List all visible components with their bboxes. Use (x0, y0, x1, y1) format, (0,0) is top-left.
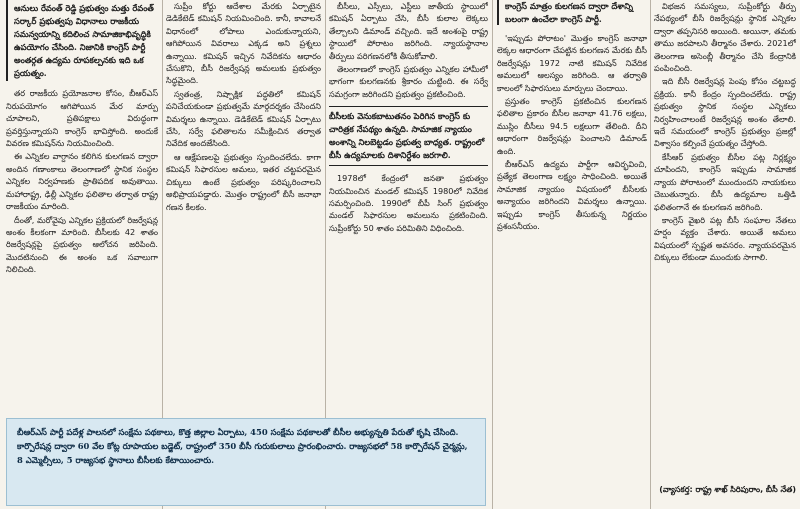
column-5 (654, 0, 796, 481)
column-4-paragraph: బీఆర్ఎస్ ఉద్యమ పార్టీగా ఆవిర్భవించి, ప్రత్యేక తెలంగాణ లక్ష్యం సాధించింది. అయితే సామాజిక న్యాయం విషయంలో బీసీలకు అన్యాయం జరిగిందని విమర్శలు ఉన్నాయి. ఇప్పుడు కాంగ్రెస్ తీసుకున్న నిర్ణయం ప్రశంసనీయం. (497, 159, 647, 232)
highlight-note-text: బీఆర్ఎస్ పార్టీ పదేళ్ల పాలనలో సంక్షేమ పథకాలు, కొత్త జిల్లాల ఏర్పాటు, 450 సంక్షేమ పథకాలతో బీసీల అభ్యున్నతి పేరుతో కృషి చేసింది. కార్పొరేషన్ల ద్వారా 60 వేల కోట్ల రూపాయల బడ్జెట్, రాష్ట్రంలో 350 బీసీ గురుకులాలు ప్రారంభించారు. రాజ్యసభలో 58 కార్పొరేషన్ చైర్మన్లు, 8 ఎమ్మెల్సీలు, 5 రాజ్యసభ స్థానాలు బీసీలకు కేటాయించారు. (17, 427, 468, 465)
column-1-paragraph: దీంతో, మరోవైపు ఎన్నికల ప్రక్రియలో రిజర్వేషన్ల అంశం కీలకంగా మారింది. బీసీలకు 42 శాతం రిజర్వేషన్లపై ప్రభుత్వం ఆలోచన జరిపింది. మొదటినుంచి ఈ అంశం ఒక సవాలుగా నిలిచింది. (6, 214, 158, 275)
column-1-paragraph: ఈ ఎన్నికల వాగ్దానం కలిగిన కులగణన ద్వారా అందిన గణాంకాలు తెలంగాణలో స్థానిక సంస్థల ఎన్నికల నిర్వహణకు ప్రాతిపదిక అవుతాయి. మహారాష్ట్ర, ఢిల్లీ ఎన్నికల ఫలితాల తర్వాత రాష్ట్ర రాజకీయం మారింది. (6, 151, 158, 212)
column-4-top-quote: కాంగ్రెస్ మాత్రం కులగణన ద్వారా దేశాన్ని బలంగా ఉంచేలా కాంగ్రెస్ పార్టీ. (497, 0, 653, 25)
column-4-paragraph: ప్రస్తుతం కాంగ్రెస్ ప్రకటించిన కులగణన ఫలితాల ప్రకారం బీసీల జనాభా 41.76 లక్షలు, ముస్లిం బీసీలు 94.5 లక్షలుగా తేలింది. దీని ఆధారంగా రిజర్వేషన్లు పెంచాలని డిమాండ్ ఉంది. (497, 96, 647, 156)
column-divider (492, 0, 493, 509)
column-5-paragraph: కేసీఆర్ ప్రభుత్వం బీసీల పట్ల నిర్లక్ష్యం చూపిందని, కాంగ్రెస్ ఇప్పుడు సామాజిక న్యాయ పోరాటంలో ముందుందని నాయకులు చెబుతున్నారు. బీసీ ఉద్యమాల ఒత్తిడి ఫలితంగానే ఈ కులగణన జరిగింది. (654, 151, 796, 212)
column-divider (650, 0, 651, 509)
pull-quote: బీసీలకు వెనుకబాటుతనం పెరిగిన కాంగ్రెస్ కు చారిత్రక నేపథ్యం ఉన్నది. సామాజిక న్యాయం అంశాన్ని నిలబెట్టడం ప్రభుత్వ బాధ్యత. రాష్ట్రంలో బీసీ ఉద్యమాలకు దిశానిర్దేశం జరగాలి. (329, 106, 488, 166)
column-5-paragraph: ఇది బీసీ రిజర్వేషన్ల పెంపు కోసం చట్టబద్ధ ప్రక్రియ. కానీ కేంద్రం స్పందించలేదు. రాష్ట్ర ప్రభుత్వం స్థానిక సంస్థల ఎన్నికలు నిర్వహించాలంటే రిజర్వేషన్ల అంశం తేలాలి. ఇదే సమయంలో కాంగ్రెస్ ప్రభుత్వం ప్రజల్లో విశ్వాసం కల్పించే ప్రయత్నం చేస్తోంది. (654, 76, 796, 149)
column-1-quote: ఆనులు రేవంత్ రెడ్డి ప్రభుత్వం మత్తు రేవంత్ సర్కార్ ప్రభుత్వపు విధానాలు రాజకీయ సమన్వయాన్ని కదిలించ సామాజికాభివృద్ధికి ఉపయోగం చేసింది. నిజానికి కాంగ్రెస్ పార్టీ అంతర్గత ఉద్యమ రూపకల్పనకు ఇది ఒక ప్రయత్నం. (6, 0, 158, 81)
column-3-paragraph: 1978లో కేంద్రంలో జనతా ప్రభుత్వం నియమించిన మండల్ కమిషన్ 1980లో నివేదిక సమర్పించింది. 1990లో బీపీ సింగ్ ప్రభుత్వం మండల్ సిఫారసుల అమలును ప్రకటించింది. సుప్రీంకోర్టు 50 శాతం పరిమితిని విధించింది. (329, 173, 488, 233)
column-4 (497, 32, 647, 509)
column-3-paragraph: బీసీలు, ఎస్సీలు, ఎస్టీలు జాతీయ స్థాయిలో కమిషన్ ఏర్పాటు చేసి, బీసీ కులాల లెక్కలు తేల్చాలని డిమాండ్ వచ్చింది. ఇదే అంశంపై రాష్ట్ర స్థాయిలో పోరాటం జరిగింది. న్యాయస్థానాల తీర్పులు పరిగణనలోకి తీసుకోవాలి. (329, 1, 488, 61)
highlight-note-box (6, 418, 486, 506)
column-2-paragraph: సుప్రీం కోర్టు ఆదేశాల మేరకు ఏర్పాటైన డెడికేటెడ్ కమిషన్ నియమించింది. కానీ, కావాలనే విధానంలో లోపాలు ఎందుకున్నాయని, ఆగిపోయిన వివరాలు ఎక్కడ అని ప్రశ్నలు ఉన్నాయి. కమిషన్ ఇచ్చిన నివేదికను ఆధారం చేసుకొని, బీసీ రిజర్వేషన్ల అమలుకు ప్రభుత్వం సిద్ధమైంది. (166, 1, 321, 86)
column-5-paragraph: విభజన సమస్యలు, సుప్రీంకోర్టు తీర్పు నేపథ్యంలో బీసీ రిజర్వేషన్లు స్థానిక ఎన్నికల ద్వారా తప్పనిసరి అయింది. అయినా, తమకు తాము జరపాలని తీర్మానం చేశారు. 2021లో తెలంగాణ అసెంబ్లీ తీర్మానం చేసి కేంద్రానికి పంపించింది. (654, 1, 796, 74)
column-1-paragraph: తర రాజకీయ ప్రయోజనాల కోసం, బీఆర్ఎస్ నిరుపయోగం ఆగిపోయిన మేర మార్పు చూపాలని, ప్రతిపక్షాలు విరుద్ధంగా ప్రవర్తిస్తున్నాయని కాంగ్రెస్ భావిస్తోంది. అందుకే వివరణ కమిషన్‌ను నియమించింది. (6, 88, 158, 149)
author-byline: (వ్యాసకర్త: రాష్ట్ర శాఖ్ సిరిపురాం, బీసీ నేత) (659, 485, 796, 494)
column-2-paragraph: స్వతంత్ర, నిష్పాక్షిక పద్ధతిలో కమిషన్ పనిచేయకుండా ప్రభుత్వమే మార్గదర్శకం చేసిందని విమర్శలు ఉన్నాయి. డెడికేటెడ్ కమిషన్ ఏర్పాటు చేసి, సర్వే ఫలితాలను సమీక్షించిన తర్వాత నివేదిక అందజేసింది. (166, 88, 321, 149)
column-4-paragraph: 'ఇప్పుడు పోరాటం' మొత్తం కాంగ్రెస్ జనాభా లెక్కల ఆధారంగా చేపట్టిన కులగణన మేరకు బీసీ రిజర్వేషన్లు 1972 నాటి కమిషన్ నివేదిక అమలులో ఆలస్యం జరిగింది. ఆ తర్వాతి కాలంలో సిఫారసులు మార్పులు చెందాయి. (497, 33, 647, 93)
column-3-paragraph: తెలంగాణలో కాంగ్రెస్ ప్రభుత్వం ఎన్నికల హామీలో భాగంగా కులగణనకు శ్రీకారం చుట్టింది. ఈ సర్వే సమగ్రంగా జరిగిందని ప్రభుత్వం ప్రకటించింది. (329, 64, 488, 99)
column-2-paragraph: ఆ ఆక్షేపణలపై ప్రభుత్వం స్పందించలేదు. కాగా కమిషన్ సిఫారసుల అమలు, ఇతర చట్టపరమైన చిక్కులు ఉంటే ప్రభుత్వం పరిష్కరించాలని అభిప్రాయపడ్డారు. మొత్తం రాష్ట్రంలో బీసీ జనాభా గణన కీలకం. (166, 151, 321, 212)
column-5-paragraph: కాంగ్రెస్ వైఖరి పట్ల బీసీ సంఘాల నేతలు హర్షం వ్యక్తం చేశారు. అయితే అమలు విషయంలో స్పష్టత అవసరం. న్యాయపరమైన చిక్కులు లేకుండా ముందుకు సాగాలి. (654, 214, 796, 263)
